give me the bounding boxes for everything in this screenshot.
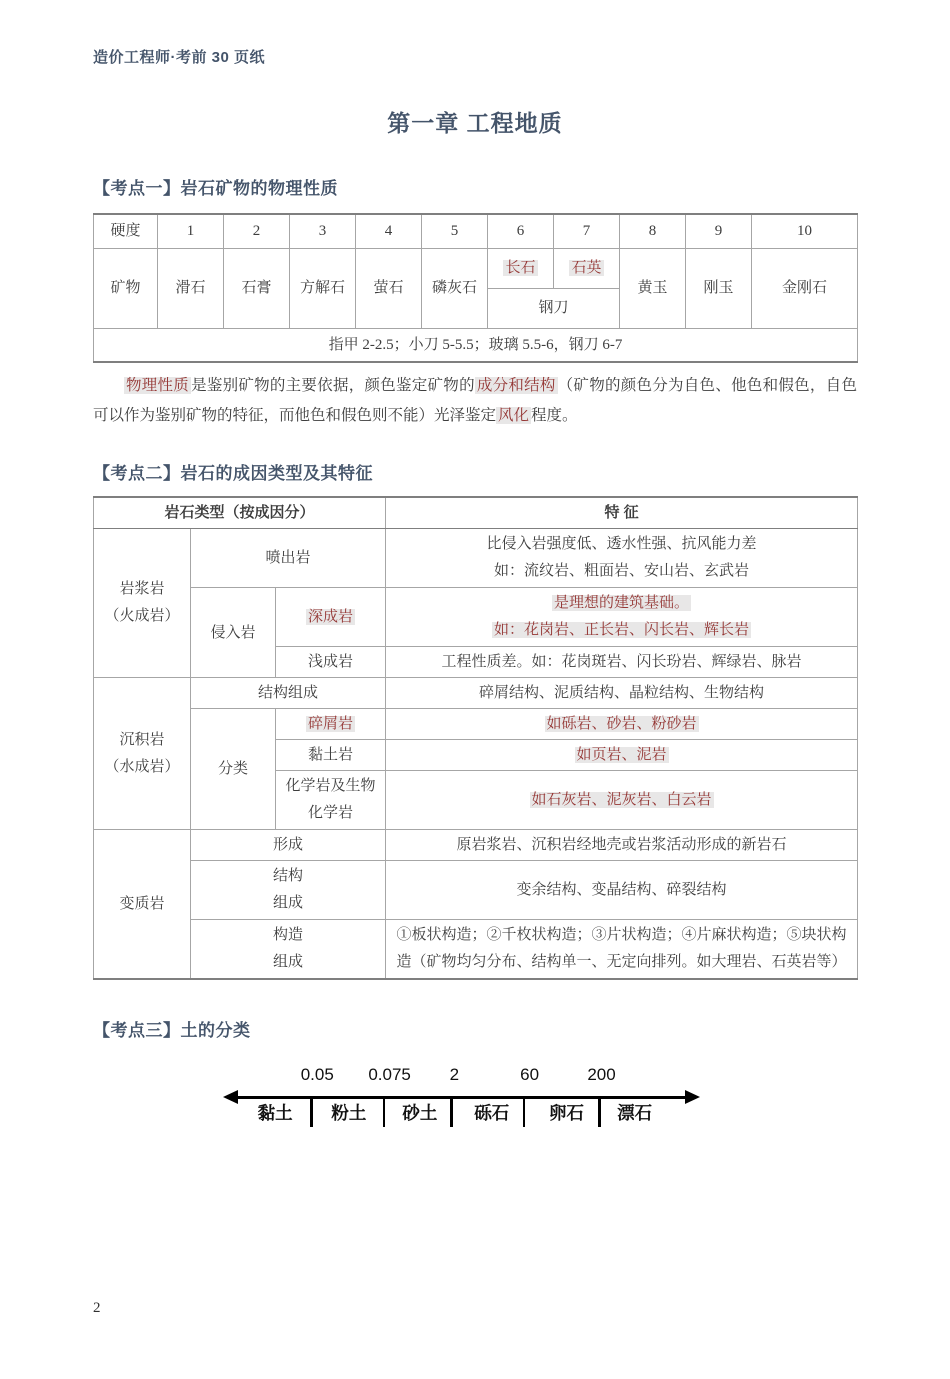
mineral-cell: 金刚石	[752, 248, 858, 328]
axis-segment-label: 黏土	[257, 1103, 293, 1123]
extrusive-feature-cell: 比侵入岩强度低、透水性强、抗风能力差 如：流纹岩、粗面岩、安山岩、玄武岩	[386, 529, 858, 588]
metamorphic-formation-cell: 形成	[191, 830, 386, 861]
axis-segment-label: 漂石	[617, 1103, 653, 1123]
extrusive-rock-cell: 喷出岩	[191, 529, 386, 588]
sedimentary-structure-feature-cell: 碎屑结构、泥质结构、晶粒结构、生物结构	[386, 678, 858, 709]
mineral-cell: 磷灰石	[422, 248, 488, 328]
grade-cell: 7	[554, 214, 620, 248]
mineral-cell: 刚玉	[686, 248, 752, 328]
page-number: 2	[93, 1300, 101, 1316]
hypabyssal-rock-cell: 浅成岩	[276, 647, 386, 678]
chemical-feature-cell	[386, 771, 858, 830]
mineral-cell	[488, 248, 554, 288]
grade-cell: 8	[620, 214, 686, 248]
highlight-plutonic-examples: 如：花岗岩、正长岩、闪长岩、辉长岩	[494, 622, 750, 638]
hardness-note-cell: 指甲 2-2.5；小刀 5-5.5；玻璃 5.5-6，钢刀 6-7	[94, 328, 858, 362]
document-page	[0, 46, 950, 1151]
sedimentary-rock-cell: 沉积岩 （水成岩）	[94, 678, 191, 830]
clastic-feature-cell	[386, 709, 858, 740]
plutonic-rock-cell	[276, 588, 386, 647]
axis-value: 2	[449, 1065, 460, 1084]
mineral-cell	[554, 248, 620, 288]
soil-classification-axis	[225, 1065, 698, 1151]
highlight-feldspar: 长石	[505, 260, 536, 276]
hardness-label-cell: 硬度	[94, 214, 158, 248]
steel-knife-cell: 钢刀	[488, 288, 620, 328]
grade-cell: 4	[356, 214, 422, 248]
highlight-composition-structure: 成分和结构	[476, 377, 556, 394]
axis-tick	[383, 1097, 386, 1127]
highlight-plutonic: 深成岩	[308, 609, 354, 625]
clastic-rock-cell	[276, 709, 386, 740]
axis-arrow-line	[231, 1096, 692, 1099]
chapter-title: 第一章 工程地质	[387, 110, 563, 136]
grade-cell: 3	[290, 214, 356, 248]
mineral-label-cell: 矿物	[94, 248, 158, 328]
metamorphic-tectonic-cell: 构造 组成	[191, 920, 386, 980]
grade-cell: 5	[422, 214, 488, 248]
feature-header-cell: 特 征	[386, 497, 858, 529]
axis-value: 0.05	[300, 1065, 334, 1084]
axis-value: 200	[587, 1065, 616, 1084]
mineral-cell: 石膏	[224, 248, 290, 328]
metamorphic-structure-cell: 结构 组成	[191, 861, 386, 920]
mineral-cell: 萤石	[356, 248, 422, 328]
clay-feature-cell	[386, 740, 858, 771]
intro-paragraph	[93, 371, 857, 431]
highlight-ideal-foundation: 是理想的建筑基础。	[554, 595, 690, 611]
grade-cell: 1	[158, 214, 224, 248]
axis-tick	[310, 1097, 313, 1127]
section-heading-2: 【考点二】岩石的成因类型及其特征	[93, 464, 373, 483]
axis-value: 60	[520, 1065, 540, 1084]
clay-rock-cell: 黏土岩	[276, 740, 386, 771]
axis-segment-label: 砂土	[402, 1103, 438, 1123]
mineral-hardness-table	[93, 213, 858, 363]
highlight-chemical-examples: 如石灰岩、泥灰岩、白云岩	[531, 792, 712, 808]
highlight-clastic-examples: 如砾岩、砂岩、粉砂岩	[546, 716, 697, 732]
classification-cell: 分类	[191, 709, 276, 830]
rock-genesis-table	[93, 496, 858, 980]
intro-text: 是鉴别矿物的主要依据，颜色鉴定矿物的	[191, 377, 475, 394]
mineral-cell: 方解石	[290, 248, 356, 328]
metamorphic-tectonic-feature-cell: ①板状构造；②千枚状构造；③片状构造；④片麻状构造；⑤块状构造（矿物均匀分布、结构单一、无定向排列。如大理岩、石英岩等）	[386, 920, 858, 980]
hypabyssal-feature-cell: 工程性质差。如：花岗斑岩、闪长玢岩、辉绿岩、脉岩	[386, 647, 858, 678]
highlight-physical-properties: 物理性质	[126, 377, 190, 394]
arrow-right-icon	[685, 1090, 700, 1104]
axis-segment-label: 卵石	[549, 1103, 584, 1123]
axis-value: 0.075	[368, 1065, 411, 1084]
arrow-left-icon	[223, 1090, 238, 1104]
axis-tick	[450, 1097, 453, 1127]
rock-type-header-cell: 岩石类型（按成因分）	[94, 497, 386, 529]
mineral-cell: 滑石	[158, 248, 224, 328]
plutonic-feature-cell	[386, 588, 858, 647]
metamorphic-rock-cell: 变质岩	[94, 830, 191, 980]
intrusive-rock-cell: 侵入岩	[191, 588, 276, 678]
axis-segment-label: 粉土	[331, 1103, 367, 1123]
intro-text: （矿物的颜色分为自色、他色和假色，自色可以作为鉴别矿物的特征，而他色和假色则不能）光泽鉴定	[93, 377, 857, 424]
magmatic-rock-cell: 岩浆岩 （火成岩）	[94, 529, 191, 678]
doc-brand: 造价工程师·考前 30 页纸	[93, 49, 266, 66]
chemical-rock-cell: 化学岩及生物 化学岩	[276, 771, 386, 830]
highlight-clastic: 碎屑岩	[308, 716, 354, 732]
highlight-weathering: 风化	[498, 407, 530, 424]
metamorphic-structure-feature-cell: 变余结构、变晶结构、碎裂结构	[386, 861, 858, 920]
highlight-quartz: 石英	[571, 260, 602, 276]
grade-cell: 10	[752, 214, 858, 248]
axis-tick	[598, 1097, 601, 1127]
axis-tick	[523, 1097, 526, 1127]
axis-segment-label: 砾石	[474, 1103, 510, 1123]
mineral-cell: 黄玉	[620, 248, 686, 328]
sedimentary-structure-cell: 结构组成	[191, 678, 386, 709]
grade-cell: 6	[488, 214, 554, 248]
highlight-clay-examples: 如页岩、泥岩	[576, 747, 667, 763]
intro-text: 程度。	[531, 407, 578, 424]
grade-cell: 2	[224, 214, 290, 248]
grade-cell: 9	[686, 214, 752, 248]
metamorphic-formation-feature-cell: 原岩浆岩、沉积岩经地壳或岩浆活动形成的新岩石	[386, 830, 858, 861]
section-heading-3: 【考点三】土的分类	[93, 1021, 251, 1040]
section-heading-1: 【考点一】岩石矿物的物理性质	[93, 179, 338, 198]
